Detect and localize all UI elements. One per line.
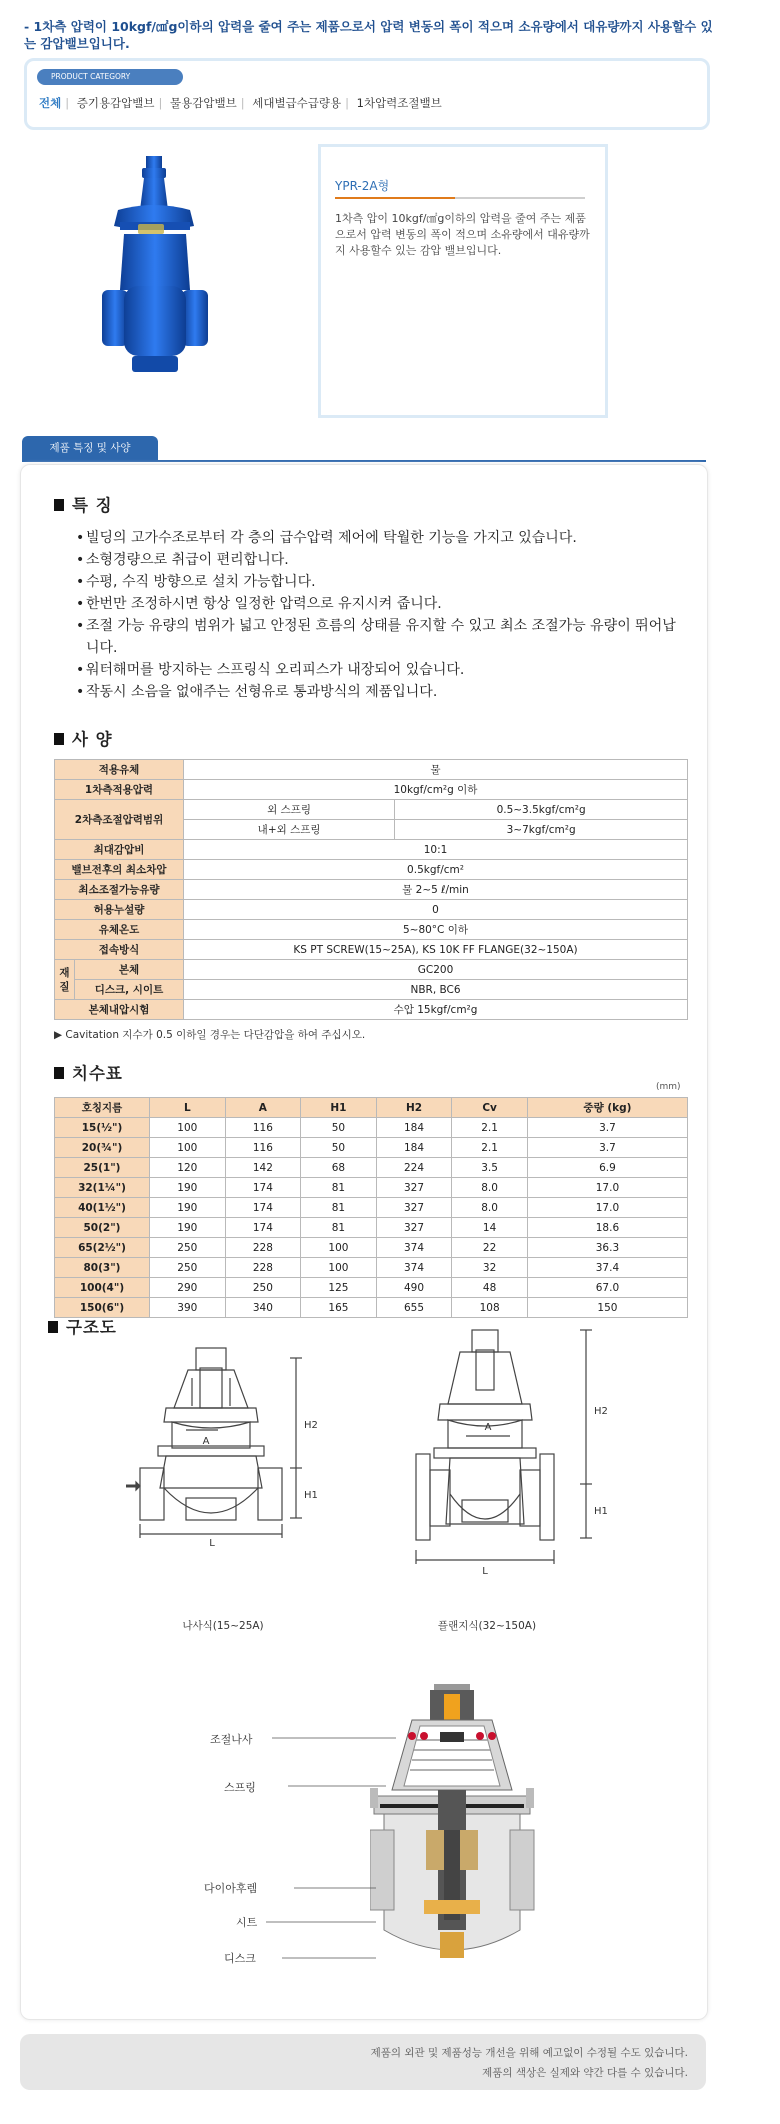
table-cell: 80(3") [55,1258,150,1278]
flange-type-drawing [410,1324,610,1604]
table-cell: 100 [150,1118,226,1138]
footer-line-1: 제품의 외관 및 제품성능 개선을 위해 예고없이 수정될 수도 있습니다. [370,2047,688,2059]
table-cell: 190 [150,1218,226,1238]
table-cell: 108 [452,1298,528,1318]
table-cell: 228 [225,1238,301,1258]
product-model: YPR-2A형 [335,179,390,193]
dim-a-label: A [484,1422,492,1433]
table-cell: 116 [225,1118,301,1138]
column-header: L [150,1098,226,1118]
part-leader-lines [236,1730,406,1966]
table-cell: 17.0 [527,1198,687,1218]
table-cell: 15(½") [55,1118,150,1138]
table-cell: 2.1 [452,1118,528,1138]
product-description: 1차측 압이 10kgf/㎠g이하의 압력을 줄여 주는 제품으로서 압력 변동의 폭이 적으며 소유량에서 대유량까지 사용할수 있는 감압 밸브입니다. [335,212,590,257]
list-item: • 작동시 소음을 없애주는 선형유로 통과방식의 제품입니다. [76,681,676,703]
table-cell: 250 [150,1258,226,1278]
table-row [55,1158,688,1178]
screw-type-caption: 나사식(15~25A) [182,1620,264,1632]
cavitation-note: ▶ Cavitation 지수가 0.5 이하일 경우는 다단감압을 하여 주십시오. [54,1029,366,1041]
column-header: 중량 (kg) [527,1098,687,1118]
category-water-link[interactable]: 물용감압밸브 [170,96,237,110]
table-cell: 100 [150,1138,226,1158]
list-item: • 워터해머를 방지하는 스프링식 오리피스가 내장되어 있습니다. [76,659,676,681]
table-cell: 32 [452,1258,528,1278]
table-cell: 374 [376,1258,452,1278]
dim-h1-label: H1 [304,1490,318,1501]
screw-type-drawing [126,1338,326,1598]
column-header: A [225,1098,301,1118]
table-cell: 490 [376,1278,452,1298]
category-primary-pressure-link[interactable]: 1차압력조절밸브 [356,96,442,110]
intro-text: - 1차측 압력이 10kgf/㎠g이하의 압력을 줄여 주는 제품으로서 압력 변동의 폭이 적으며 소유량에서 대유량까지 사용할수 있는 감압밸브입니다. [24,19,713,51]
list-item: • 조절 가능 유량의 범위가 넓고 안정된 흐름의 상태를 유지할 수 있고 최소 조절가능 유량이 뛰어납니다. [76,615,676,659]
part-label-seat: 시트 [236,1916,258,1929]
table-cell: 65(2½") [55,1238,150,1258]
table-cell: 250 [225,1278,301,1298]
footer-line-2: 제품의 색상은 실제와 약간 다를 수 있습니다. [482,2067,688,2079]
table-cell: 120 [150,1158,226,1178]
unit-label: (mm) [656,1082,681,1092]
table-cell: 40(1½") [55,1198,150,1218]
table-cell: 81 [301,1178,377,1198]
table-cell: 18.6 [527,1218,687,1238]
table-cell: 340 [225,1298,301,1318]
product-info-box [318,144,608,418]
table-row [55,1198,688,1218]
table-cell: 150 [527,1298,687,1318]
table-cell: 655 [376,1298,452,1318]
category-steam-link[interactable]: 증기용감압밸브 [76,96,155,110]
table-row [55,1138,688,1158]
list-item: • 수평, 수직 방향으로 설치 가능합니다. [76,571,676,593]
table-cell: 32(1¼") [55,1178,150,1198]
table-cell: 184 [376,1138,452,1158]
part-label-disc: 디스크 [224,1952,256,1965]
valve-photo [98,150,228,380]
tab-underline [22,460,706,462]
table-cell: 290 [150,1278,226,1298]
structure-heading: 구조도 [48,1314,117,1338]
column-header: Cv [452,1098,528,1118]
table-cell: 37.4 [527,1258,687,1278]
table-cell: 2.1 [452,1138,528,1158]
table-cell: 327 [376,1218,452,1238]
part-label-diaphragm: 다이아후렘 [204,1882,258,1895]
table-row [55,1258,688,1278]
column-header: H1 [301,1098,377,1118]
table-cell: 36.3 [527,1238,687,1258]
table-cell: 22 [452,1238,528,1258]
table-cell: 374 [376,1238,452,1258]
table-cell: 50(2") [55,1218,150,1238]
table-cell: 3.7 [527,1118,687,1138]
table-cell: 68 [301,1158,377,1178]
table-cell: 50 [301,1118,377,1138]
list-item: • 한번만 조정하시면 항상 일정한 압력으로 유지시켜 줍니다. [76,593,676,615]
table-cell: 125 [301,1278,377,1298]
dimension-table [54,1097,688,1318]
table-cell: 100 [301,1258,377,1278]
table-cell: 8.0 [452,1178,528,1198]
column-header: 호칭지름 [55,1098,150,1118]
dim-h2-label: H2 [304,1420,318,1431]
title-underline [335,197,585,199]
table-cell: 228 [225,1258,301,1278]
table-row [55,1218,688,1238]
tab-features-spec[interactable]: 제품 특징 및 사양 [22,436,158,461]
dimensions-heading: 치수표 [54,1060,123,1084]
list-item: • 소형경량으로 취급이 편리합니다. [76,549,676,571]
table-cell: 48 [452,1278,528,1298]
table-row [55,1238,688,1258]
table-cell: 327 [376,1178,452,1198]
part-label-adjust-screw: 조절나사 [210,1733,253,1746]
dim-l-label: L [482,1566,488,1577]
table-cell: 100 [301,1238,377,1258]
table-cell: 190 [150,1178,226,1198]
table-cell: 327 [376,1198,452,1218]
dim-l-label: L [209,1538,215,1549]
table-row [55,1118,688,1138]
table-cell: 174 [225,1218,301,1238]
column-header: H2 [376,1098,452,1118]
part-label-spring: 스프링 [224,1781,256,1794]
table-cell: 190 [150,1198,226,1218]
product-category-box [24,58,710,130]
table-cell: 390 [150,1298,226,1318]
category-all-link[interactable]: 전체 [39,96,62,110]
table-cell: 174 [225,1178,301,1198]
list-item: • 빌딩의 고가수조로부터 각 층의 급수압력 제어에 탁월한 기능을 가지고 있습니다. [76,527,676,549]
dim-h2-label: H2 [594,1406,608,1417]
table-cell: 3.7 [527,1138,687,1158]
category-household-link[interactable]: 세대별급수급량용 [252,96,342,110]
table-row [55,1278,688,1298]
features-heading: 특 징 [54,492,113,516]
table-cell: 142 [225,1158,301,1178]
table-row [55,1298,688,1318]
table-cell: 224 [376,1158,452,1178]
table-cell: 100(4") [55,1278,150,1298]
table-cell: 81 [301,1198,377,1218]
table-cell: 3.5 [452,1158,528,1178]
category-links: 전체 | 증기용감압밸브 | 물용감압밸브 | 세대별급수급량용 | 1차압력조절밸브 [39,96,442,110]
table-cell: 50 [301,1138,377,1158]
features-list [76,527,676,703]
table-row [55,1178,688,1198]
table-cell: 20(¾") [55,1138,150,1158]
table-cell: 184 [376,1118,452,1138]
table-cell: 25(1") [55,1158,150,1178]
table-cell: 6.9 [527,1158,687,1178]
table-cell: 174 [225,1198,301,1218]
table-cell: 8.0 [452,1198,528,1218]
spec-table: 적용유체 물 1차측적용압력 10kgf/cm²g 이하 2차측조절압력범위 외 스프링 0.5~3.5kgf/cm²g 내+외 스프링 3~7kgf/cm²g 최대감압비 10:1 밸브전후의 최소차압 0.5kgf/cm² 최소조절가능유량 물 2~5 ℓ/min 허용누설량 0 유체온도 5~80°C 이하 접속방식 KS PT SCREW(15~25A), KS 10K FF FLANGE(32~150A) 재질 본체 GC200 디스크, 시이트 NBR, BC6 본체내압시험 수압 15kgf/cm²g [54,759,688,1020]
spec-heading: 사 양 [54,726,113,750]
table-cell: 17.0 [527,1178,687,1198]
table-cell: 250 [150,1238,226,1258]
table-cell: 14 [452,1218,528,1238]
table-cell: 116 [225,1138,301,1158]
dim-h1-label: H1 [594,1506,608,1517]
dim-a-label: A [202,1436,210,1447]
table-cell: 165 [301,1298,377,1318]
table-cell: 150(6") [55,1298,150,1318]
category-header: PRODUCT CATEGORY [37,69,183,85]
table-cell: 81 [301,1218,377,1238]
flange-type-caption: 플랜지식(32~150A) [437,1620,537,1632]
footer-notice [20,2034,706,2090]
table-cell: 67.0 [527,1278,687,1298]
